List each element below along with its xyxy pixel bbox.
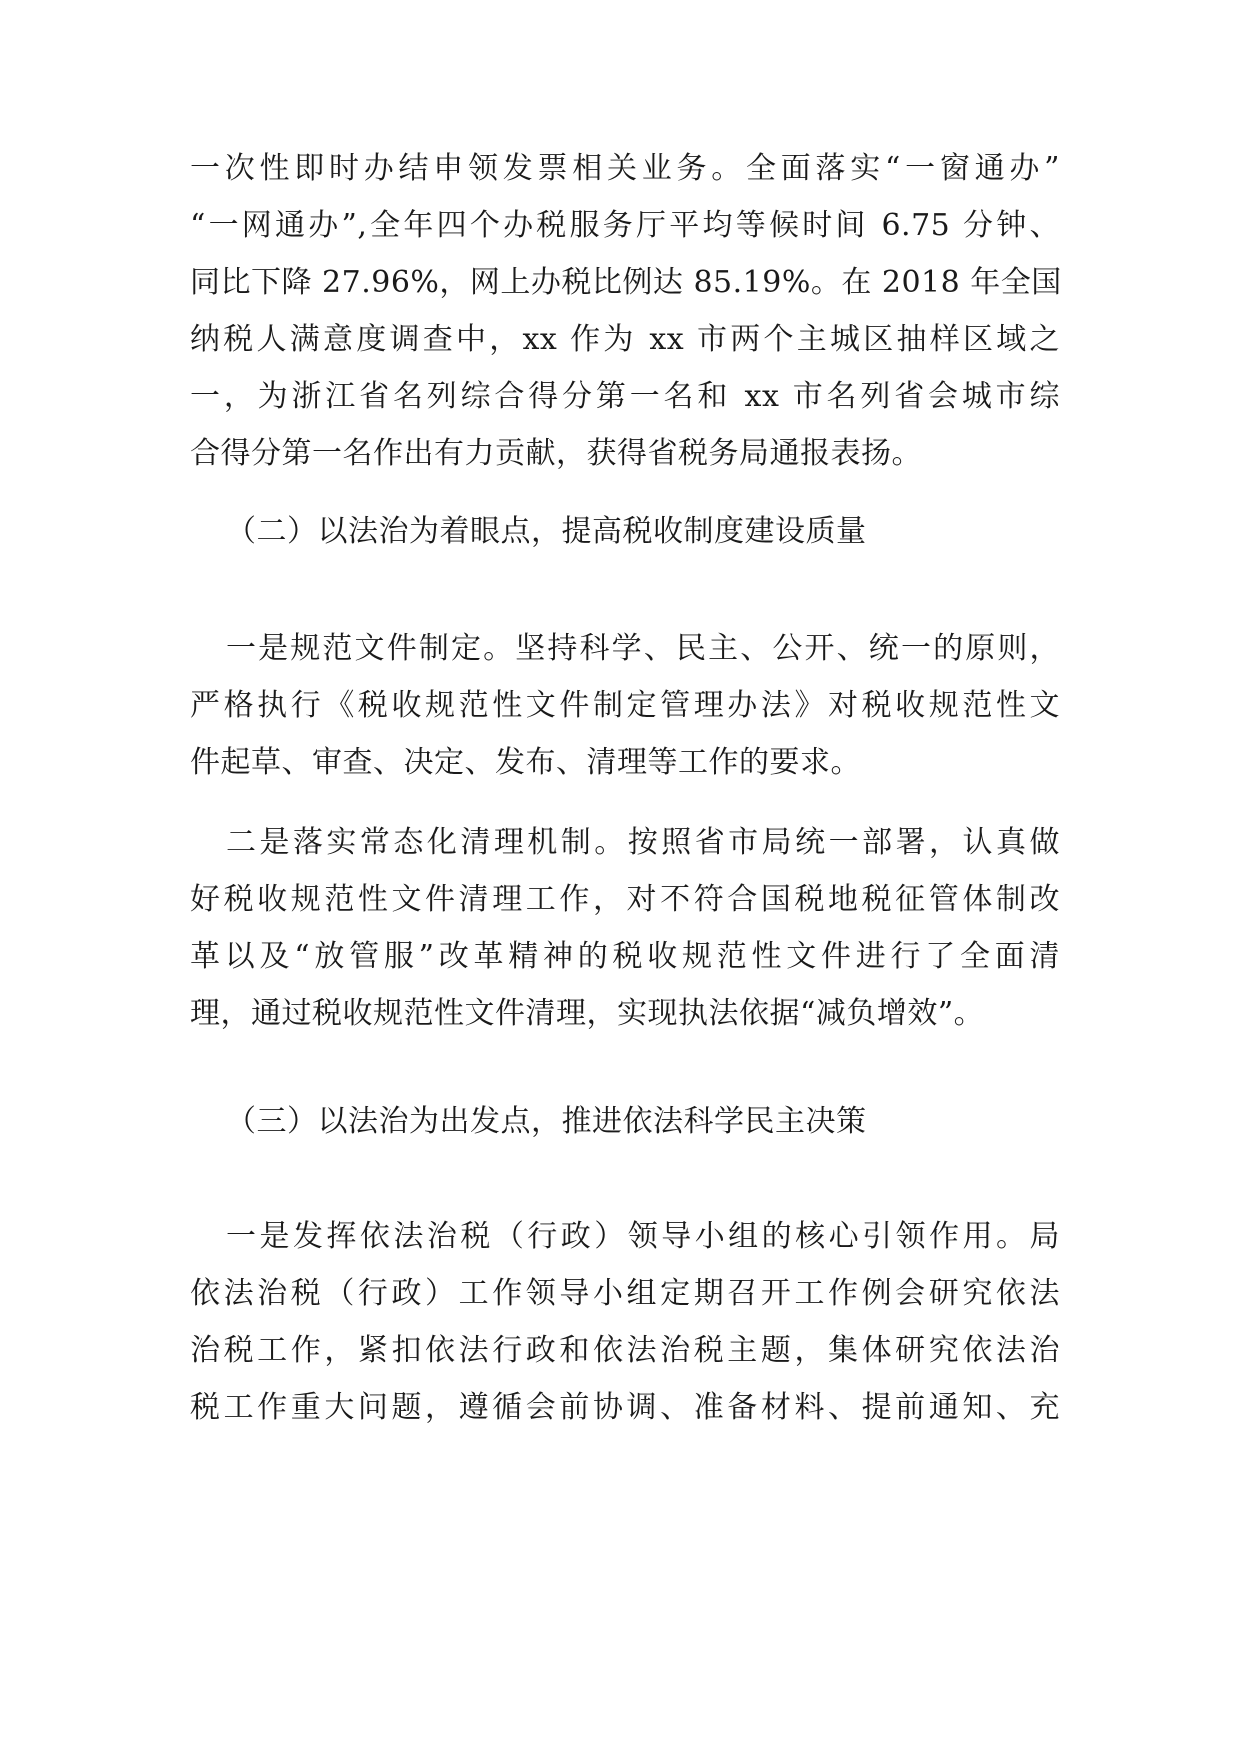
text-line: 一次性即时办结申领发票相关业务。全面落实“一窗通办” (190, 151, 1060, 186)
text-line: 严格执行《税收规范性文件制定管理办法》对税收规范性文 (190, 688, 1060, 723)
text-line: 件起草、审查、决定、发布、清理等工作的要求。 (190, 745, 861, 780)
text-line: 依法治税（行政）工作领导小组定期召开工作例会研究依法 (190, 1276, 1060, 1311)
text-line: 一，为浙江省名列综合得分第一名和 xx 市名列省会城市综 (190, 379, 1060, 414)
paragraph-service-results (190, 140, 1060, 482)
section-heading-2: （二）以法治为着眼点，提高税收制度建设质量 (226, 514, 867, 549)
paragraph-cleanup-mechanism (190, 814, 1060, 1042)
text-line: 税工作重大问题，遵循会前协调、准备材料、提前通知、充 (190, 1390, 1060, 1425)
text-line: 合得分第一名作出有力贡献，获得省税务局通报表扬。 (190, 436, 922, 471)
text-line: “一网通办”,全年四个办税服务厅平均等候时间 6.75 分钟、 (190, 208, 1060, 243)
paragraph-leadership-group (190, 1208, 1060, 1436)
text-line: 纳税人满意度调查中，xx 作为 xx 市两个主城区抽样区域之 (190, 322, 1060, 357)
text-line: 一是发挥依法治税（行政）领导小组的核心引领作用。局 (226, 1219, 1060, 1254)
section-heading-3: （三）以法治为出发点，推进依法科学民主决策 (226, 1104, 867, 1139)
text-line: 好税收规范性文件清理工作，对不符合国税地税征管体制改 (190, 882, 1060, 917)
text-line: 治税工作，紧扣依法行政和依法治税主题，集体研究依法治 (190, 1333, 1060, 1368)
paragraph-document-formulation (190, 620, 1060, 791)
text-line: 理，通过税收规范性文件清理，实现执法依据“减负增效”。 (190, 996, 985, 1031)
text-line: 同比下降 27.96%，网上办税比例达 85.19%。在 2018 年全国 (190, 265, 1062, 300)
text-line: 一是规范文件制定。坚持科学、民主、公开、统一的原则， (226, 631, 1060, 666)
text-line: 二是落实常态化清理机制。按照省市局统一部署，认真做 (226, 825, 1060, 860)
text-line: 革以及“放管服”改革精神的税收规范性文件进行了全面清 (190, 939, 1060, 974)
